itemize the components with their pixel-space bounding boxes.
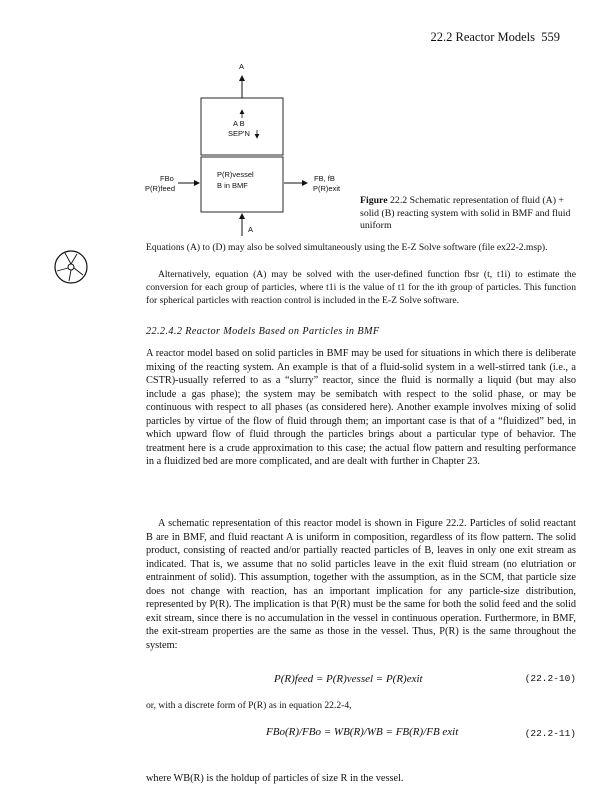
top-arrow-label: A	[239, 62, 245, 71]
equation-22-2-11-number: (22.2-11)	[524, 728, 576, 739]
left-inlet-top-label: FBo	[160, 174, 174, 183]
left-inlet-bottom-label: P(R)feed	[145, 184, 176, 193]
vessel-line1: P(R)vessel	[217, 170, 254, 179]
paragraph-reactor-model: A reactor model based on solid particles in BMF may be used for situations in which there is deliberate mixing of the reacting system. An example is that of a fluid-solid system in a well-stirred tank (i.e., a CSTR)-usually referred to as a “slurry” reactor, since the fluid is normally a liquid (but may also include a gas phase); the system may be semibatch with respect to the solid phase, or may be continuous with respect to all phases (as considered here). Another example involves mixing of solid particles by virtue of the flow of fluid through them; an important case is that of a “fluidized” bed, in which upward flow of fluid through the particles brings about a particular type of behavior. The treatment here is a crude approximation to this case; the actual flow pattern and resulting performance in a fluidized bed are more complicated, and are dealt with further in Chapter 23.	[146, 348, 576, 467]
paragraph-schematic: A schematic representation of this reactor model is shown in Figure 22.2. Particles of solid reactant B are in BMF, and fluid reactant A is uniform in composition, regardless of its flow pattern. The solid product, consisting of reacted and/or partially reacted particles of B, leaves in only one exit stream as indicated. That is, we assume that no solid particles leave in the exit fluid stream (no elutriation or entrainment of solid). This assumption, together with the assumption, as in the SCM, that particle size does not change with reaction, has an important implication for any particle-size distribution, represented by P(R). The implication is that P(R) must be the same for both the solid feed and the solid exit stream, since there is no accumulation in the vessel in continuous operation. Furthermore, in BMF, the exit-stream properties are the same as those in the vessel. Thus, P(R) is the same throughout the system:	[146, 518, 576, 651]
reactor-schematic-diagram	[0, 0, 606, 300]
equation-22-2-11-text: FBo(R)/FBo = WB(R)/WB = FB(R)/FB exit	[266, 726, 459, 738]
paragraph-alternatively: Alternatively, equation (A) may be solved with the user-defined function fbsr (t, t1i) to estimate the conversion for each group of particles, where t1i is the value of t1 for the ith group of particles. This function for spherical particles with reaction control is included in the E-Z Solve software.	[146, 269, 576, 307]
right-outlet-top-label: FB, fB	[314, 174, 335, 183]
separator-ab-label: A B	[233, 119, 245, 128]
separator-label: SEP'N	[228, 129, 250, 138]
right-outlet-bottom-label: P(R)exit	[313, 184, 341, 193]
caption-text: 22.2 Schematic representation of fluid (A) + solid (B) reacting system with solid in BMF and fluid uniform	[360, 195, 571, 231]
caption-label: Figure	[360, 195, 388, 206]
paragraph-ez-solve: Equations (A) to (D) may also be solved simultaneously using the E-Z Solve software (file ex22-2.msp).	[146, 242, 548, 253]
vessel-line2: B in BMF	[217, 181, 248, 190]
paragraph-holdup: where WB(R) is the holdup of particles of size R in the vessel.	[146, 773, 404, 784]
cd-software-icon	[53, 249, 89, 285]
equation-22-2-11	[146, 718, 576, 754]
bottom-arrow-label: A	[248, 225, 254, 234]
subsection-heading: 22.2.4.2 Reactor Models Based on Particles in BMF	[146, 326, 380, 337]
equation-22-2-10-text: P(R)feed = P(R)vessel = P(R)exit	[274, 673, 423, 685]
header-page-number: 559	[541, 30, 560, 44]
equation-22-2-10	[146, 673, 576, 689]
paragraph-discrete-form: or, with a discrete form of P(R) as in equation 22.2-4,	[146, 700, 352, 711]
figure-caption	[360, 195, 576, 233]
header-section: 22.2 Reactor Models	[430, 30, 535, 44]
equation-22-2-10-number: (22.2-10)	[524, 673, 576, 684]
